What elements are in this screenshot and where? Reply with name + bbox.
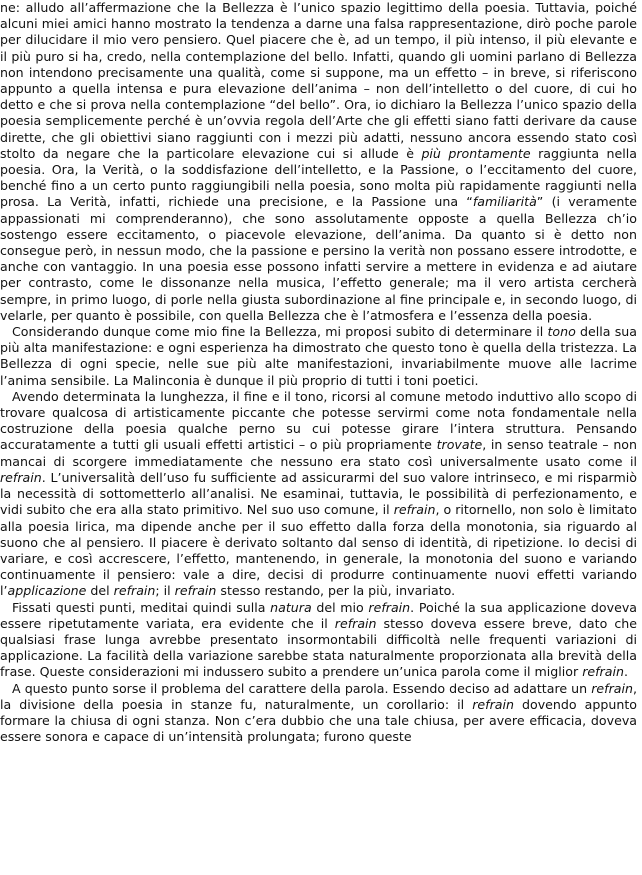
italic-segment: più prontamente	[421, 145, 531, 161]
paragraph-refrain-method	[0, 389, 637, 600]
italic-segment: trovate	[436, 437, 483, 453]
text-segment: ; il	[155, 583, 175, 599]
text-segment: , la divisione della poesia in stanze fu, naturalmente, un corollario: il	[0, 680, 637, 712]
text-segment: Avendo determinata la lunghezza, il fine e il tono, ricorsi al comune metodo induttivo allo scopo di trovare qualcosa di artisticamente piccante che potesse servirmi come nota fondamentale nella costruzione della poesia qualche perno su cui potesse girare l’intera struttura. Pensando accuratamente a tutti gli usuali effetti artistici – o più propriamente	[0, 388, 637, 453]
paragraph-beauty-poetry	[0, 0, 637, 324]
paragraph-word-character	[0, 681, 637, 746]
text-segment: , o ritornello, non solo è limitato alla poesia lirica, ma dipende anche per il suo effetto dalla forza della monotonia, sia riguardo al suono che al pensiero. Il piacere è derivato soltanto dal senso di identità, di ripetizione. Io decisi di variare, e così accrescere, l’effetto, mantenendo, in generale, la monotonia del suono e variando continuamente il pensiero: vale a dire, decisi di produrre continuamente nuovi effetti variando l’	[0, 502, 637, 599]
text-segment: della sua più alta manifestazione: e ogni esperienza ha dimostrato che questo tono è quella della tristezza. La Bellezza di ogni specie, nelle sue più alte manifestazioni, invariabilmente muove alle lacrime l’anima sensibile. La Malinconia è dunque il più proprio di tutti i toni poetici.	[0, 324, 637, 388]
italic-segment: refrain	[334, 615, 377, 631]
text-segment: A questo punto sorse il problema del carattere della parola. Essendo deciso ad adattare un	[12, 680, 592, 696]
text-segment: del mio	[311, 599, 369, 615]
italic-segment: refrain	[113, 583, 156, 599]
italic-segment: refrain	[0, 469, 42, 485]
italic-segment: tono	[547, 324, 576, 340]
text-segment: .	[623, 664, 628, 680]
italic-segment: applicazione	[7, 583, 87, 599]
italic-segment: natura	[270, 599, 312, 615]
italic-segment: refrain	[472, 696, 514, 712]
text-segment: Considerando dunque come mio fine la Bellezza, mi proposi subito di determinare il	[12, 324, 548, 340]
paragraph-tone	[0, 324, 637, 389]
italic-segment: refrain	[368, 599, 411, 615]
text-segment: , in senso teatrale – non mancai di scorgere immediatamente che nessuno era stato così universalmente usato come il	[0, 437, 637, 469]
text-segment: . Poiché la sua applicazione doveva essere ripetutamente variata, era evidente che il	[0, 599, 637, 631]
italic-segment: familiarità	[472, 194, 537, 210]
text-segment: ” (i veramente appassionati mi comprenderanno), che sono assolutamente opposte a quella Bellezza ch’io sostengo essere eccitamento, o piacevole elevazione, dell’anima. Da quanto si è detto non consegue però, in nessun modo, che la passione e persino la verità non possano essere introdotte, e anche con vantaggio. In una poesia esse possono infatti servire a mettere in evidenza e ad aiutare per contrasto, come le dissonanze nella musica, l’effetto generale; ma il vero artista cercherà sempre, in primo luogo, di porle nella giusta subordinazione al fine principale e, in secondo luogo, di velarle, per quanto è possibile, con quella Bellezza che è l’atmosfera e l’essenza della poesia.	[0, 194, 638, 323]
text-segment: dovendo appunto formare la chiusa di ogni stanza. Non c’era dubbio che una tale chiusa, per avere efficacia, doveva essere sonora e capace di un’intensità prolungata; furono queste	[0, 696, 637, 745]
italic-segment: refrain	[582, 664, 624, 680]
text-segment: raggiunta nella poesia. Ora, la Verità, o la soddisfazione dell’intelletto, e la Passione, o l’eccitamento del cuore, benché fino a un certo punto raggiungibili nella poesia, sono molta più rapidamente raggiunti nella prosa. La Verità, infatti, richiede una precisione, e la Passione una “	[0, 145, 637, 210]
italic-segment: refrain	[591, 680, 633, 696]
italic-segment: refrain	[174, 583, 217, 599]
text-segment: ne: alludo all’affermazione che la Bellezza è l’unico spazio legittimo della poesia. Tuttavia, poiché alcuni miei amici hanno mostrato la tendenza a darne una falsa rappresentazione, dirò poche parole per dilucidare il mio vero pensiero. Quel piacere che è, ad un tempo, il più intenso, il più elevante e il più puro si ha, credo, nella contemplazione del bello. Infatti, quando gli uomini parlano di Bellezza non intendono precisamente una qualità, come si suppone, ma un effetto – in breve, si riferiscono appunto a quella intensa e pura elevazione dell’anima – non dell’intelletto o del cuore, di cui ho detto e che si prova nella contemplazione “del bello”. Ora, io dichiaro la Bellezza l’unico spazio della poesia semplicemente perché è un’ovvia regola dell’Arte che gli effetti siano fatti derivare da cause dirette, che gli obiettivi siano raggiunti con i mezzi più adatti, nessuno ancora essendo stato così stolto da negare che la particolare elevazione cui si allude è	[0, 0, 637, 161]
italic-segment: refrain	[393, 502, 436, 518]
text-segment: . L’universalità dell’uso fu sufficiente ad assicurarmi del suo valore intrinseco, e mi risparmiò la necessità di sottometterlo all’analisi. Ne esaminai, tuttavia, le possibilità di perfezionamento, e vidi subito che era alla stato primitivo. Nel suo uso comune, il	[0, 469, 637, 518]
paragraph-refrain-nature	[0, 600, 637, 681]
text-segment: Fissati questi punti, meditai quindi sulla	[12, 599, 271, 615]
text-segment: stesso doveva essere breve, dato che qualsiasi frase lunga avrebbe presentato insormontabili difficoltà nelle frequenti variazioni di applicazione. La facilità della variazione sarebbe stata naturalmente proporzionata alla brevità della frase. Queste considerazioni mi indussero subito a prendere un’unica parola come il miglior	[0, 615, 637, 680]
text-segment: del	[86, 583, 114, 599]
text-segment: stesso restando, per la più, invariato.	[216, 583, 456, 599]
